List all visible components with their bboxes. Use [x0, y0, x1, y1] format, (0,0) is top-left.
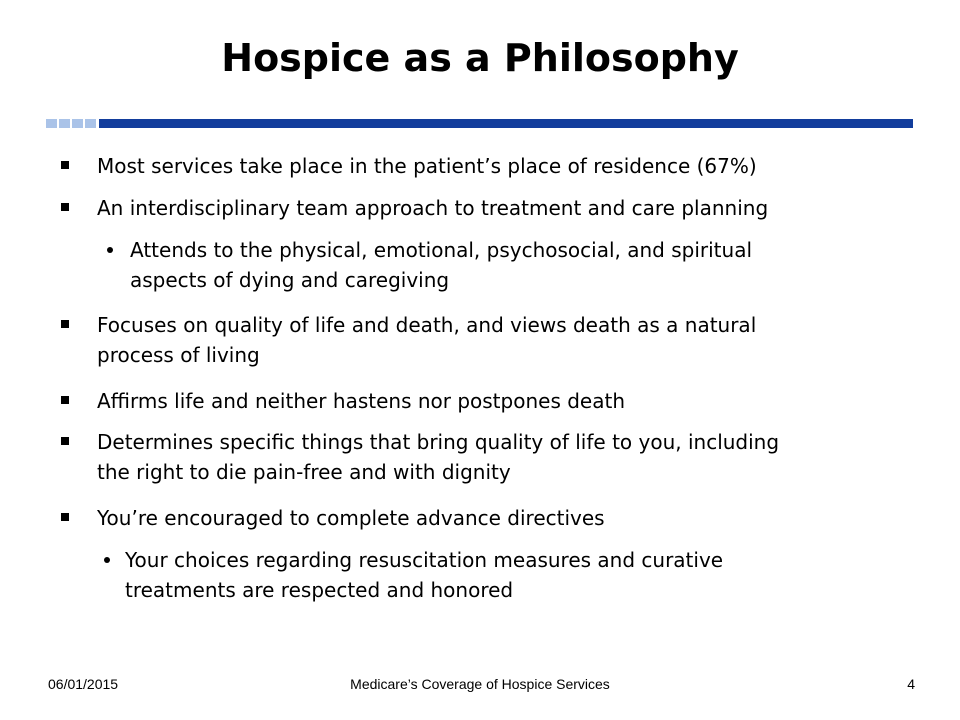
- footer-date: 06/01/2015: [48, 676, 119, 692]
- sub-bullet-item: [130, 235, 752, 295]
- bullet-line: Focuses on quality of life and death, and views death as a natural: [97, 313, 757, 337]
- square-bullet-icon: [61, 513, 69, 521]
- bullet-line: the right to die pain-free and with dignity: [97, 460, 511, 484]
- bullet-line: An interdisciplinary team approach to treatment and care planning: [97, 196, 769, 220]
- bullet-line: You’re encouraged to complete advance directives: [97, 506, 605, 530]
- bullet-item: [97, 193, 768, 223]
- bullet-line: Affirms life and neither hastens nor postpones death: [97, 389, 625, 413]
- page-number: 4: [907, 676, 915, 692]
- bullet-item: [97, 151, 757, 181]
- square-bullet-icon: [61, 320, 69, 328]
- round-bullet-icon: [104, 557, 110, 563]
- bullet-line: process of living: [97, 343, 260, 367]
- sub-bullet-item: [125, 545, 723, 605]
- round-bullet-icon: [107, 247, 113, 253]
- bullet-line: Attends to the physical, emotional, psychosocial, and spiritual: [130, 238, 753, 262]
- bullet-line: Most services take place in the patient’s place of residence (67%): [97, 154, 757, 178]
- footer-title: Medicare’s Coverage of Hospice Services: [350, 676, 610, 692]
- square-bullet-icon: [61, 396, 69, 404]
- bullet-item: [97, 503, 605, 533]
- bullet-line: treatments are respected and honored: [125, 578, 514, 602]
- square-bullet-icon: [61, 161, 69, 169]
- bullet-line: Determines specific things that bring quality of life to you, including: [97, 430, 780, 454]
- bullet-item: [97, 310, 756, 370]
- bullet-line: aspects of dying and caregiving: [130, 268, 450, 292]
- square-bullet-icon: [61, 203, 69, 211]
- bullet-item: [97, 427, 779, 487]
- square-bullet-icon: [61, 437, 69, 445]
- bullet-item: [97, 386, 625, 416]
- bullet-line: Your choices regarding resuscitation measures and curative: [125, 548, 724, 572]
- slide-title: Hospice as a Philosophy: [221, 36, 739, 80]
